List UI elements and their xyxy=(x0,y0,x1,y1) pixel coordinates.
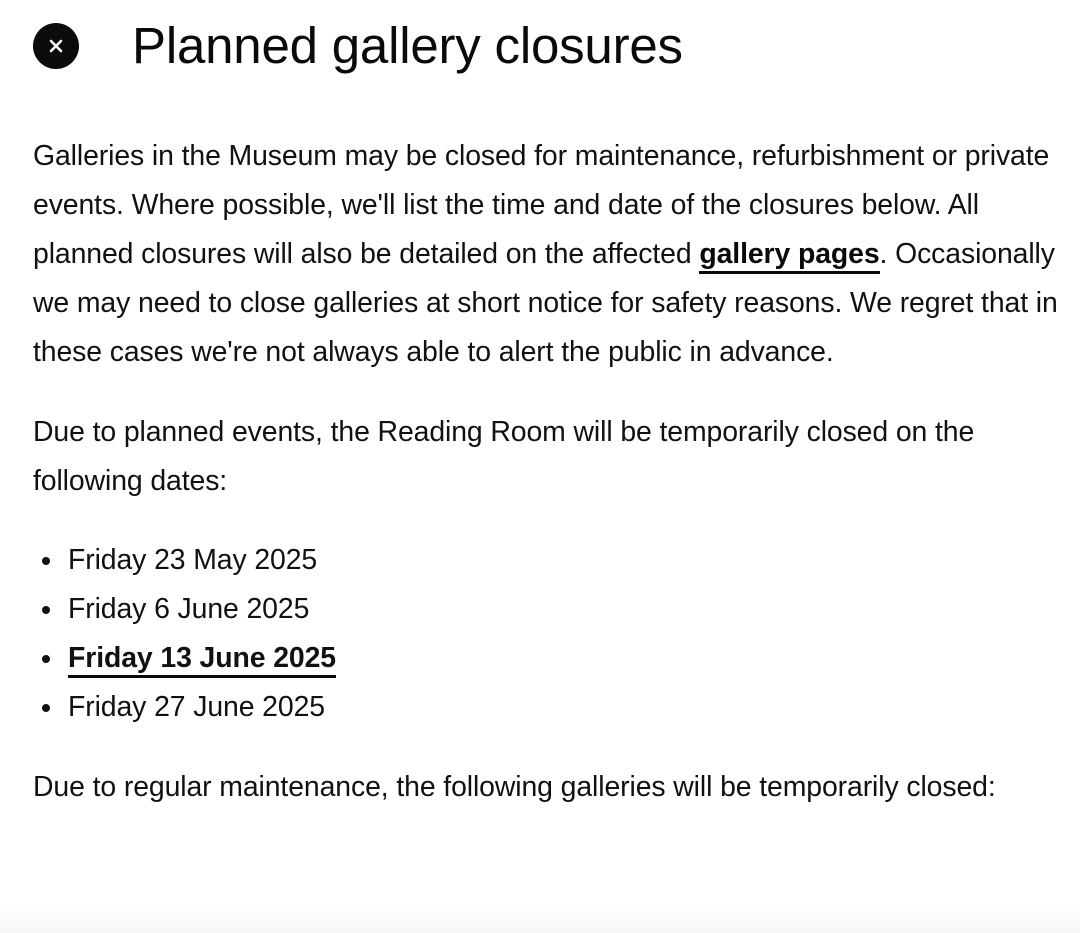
list-item xyxy=(33,585,1063,634)
close-button[interactable] xyxy=(33,23,79,69)
list-item xyxy=(33,683,1063,732)
intro-text-before-link: Galleries in the Museum may be closed for maintenance, refurbishment or private events. Where possible, we'll list the time and date of the closures below. All planned closures will also be detailed on the affected xyxy=(33,140,1050,270)
list-item xyxy=(33,536,1063,585)
maintenance-paragraph: Due to regular maintenance, the following galleries will be temporarily closed: xyxy=(33,771,996,803)
date-label: Friday 6 June 2025 xyxy=(68,593,310,625)
close-icon xyxy=(48,38,64,54)
gallery-pages-link[interactable]: gallery pages xyxy=(699,238,879,274)
reading-room-paragraph: Due to planned events, the Reading Room will be temporarily closed on the following dates: xyxy=(33,416,975,497)
intro-text-after-link: . Occasionally we may need to close galleries at short notice for safety reasons. We regret that in these cases we're not always able to alert the public in advance. xyxy=(33,238,1058,368)
date-label-highlighted[interactable]: Friday 13 June 2025 xyxy=(68,642,336,678)
date-label: Friday 27 June 2025 xyxy=(68,691,325,723)
scroll-fade xyxy=(0,905,1080,933)
date-label: Friday 23 May 2025 xyxy=(68,544,318,576)
closure-dates-list xyxy=(33,536,1063,732)
list-item xyxy=(33,634,1063,683)
page-title: Planned gallery closures xyxy=(132,17,683,74)
intro-paragraph xyxy=(33,132,1063,377)
modal-header xyxy=(33,14,683,78)
modal-content xyxy=(33,132,1063,812)
